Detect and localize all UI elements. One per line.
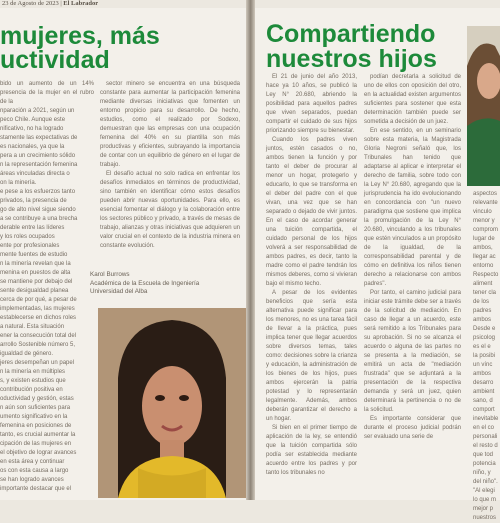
text-line: cipación de las mujeres en bbox=[0, 441, 72, 447]
text-line: os con esta causa a largo bbox=[0, 468, 69, 474]
text-line: tener cla bbox=[473, 290, 497, 296]
text-line: personali bbox=[473, 434, 498, 440]
text-line: vinculo bbox=[473, 209, 492, 215]
text-line: n la minería en múltiples bbox=[0, 369, 66, 375]
paragraph: Cuando los padres viven juntos, estén casados o no, ambos tienen la función y por tanto el deber de procurar al menor un hogar, protegerlo y educarlo, lo que se transforma en el deber del padre con el que vivan, una vez que se han separado o dejado de vivir juntos. En el caso de acordar generar una tuición compartida, el cuidado personal de los hijos volverá a ser responsabilidad de ambos padres, es decir, tanto la madre como el padre tendrán los mismos deberes, como si vivieran bajo el mismo techo. bbox=[266, 137, 357, 287]
text-line: umento significativo en la bbox=[0, 414, 68, 420]
text-line: ambos bbox=[473, 317, 492, 323]
text-line: de los bbox=[473, 299, 490, 305]
left-headline bbox=[0, 24, 160, 72]
text-line: desarro bbox=[473, 380, 494, 386]
text-line: jeres desempeñan un papel bbox=[0, 360, 75, 366]
text-line: femenina en posiciones de bbox=[0, 423, 72, 429]
text-line: entorno bbox=[473, 263, 494, 269]
text-line: implementadas, las mujeres bbox=[0, 306, 75, 312]
text-line: establecerse en dichos roles bbox=[0, 315, 77, 321]
left-article-column-2 bbox=[100, 80, 240, 270]
text-line: el resto d bbox=[473, 443, 498, 449]
masthead-separator: | bbox=[60, 0, 62, 7]
text-line: e pese a los esfuerzos tanto bbox=[0, 189, 76, 195]
columnist-photo bbox=[467, 26, 500, 186]
paragraph: Por tanto, el camino judicial para iniciar este trámite debe ser a través de la solicitud de mediación. En caso de llegar a un acuerdo, este será remitido a los Tribunales para su aprobación. Si no se alcanza el acuerdo o alguna de las partes no se presenta a la mediación, se emitirá un acta de "mediación frustrada" que se adjuntará a la presentación de la respectiva demanda y será un juez, quien determinará la pertinencia o no de la solicitud. bbox=[364, 290, 461, 413]
text-line: psicolog bbox=[473, 335, 496, 341]
text-line: oductividad y gestión, estas bbox=[0, 396, 74, 402]
text-line: nparación a 2021, según un bbox=[0, 108, 75, 114]
right-headline bbox=[266, 22, 437, 72]
text-line: llegar ac bbox=[473, 254, 496, 260]
text-line: lugar de bbox=[473, 236, 495, 242]
text-line: ambos bbox=[473, 371, 492, 377]
text-line: padres bbox=[473, 308, 492, 314]
text-line: es nacionales, ya que la bbox=[0, 144, 65, 150]
text-line: aliment bbox=[473, 281, 493, 287]
text-line: lo que m bbox=[473, 497, 497, 503]
author-role: Académica de la Escuela de Ingeniería bbox=[90, 279, 200, 287]
paragraph: En ese sentido, en un seminario sobre esta materia, la Magistrada Gloria Negroni señaló que, los Tribunales han tenido que adaptarse al aplicar e interpretar el derecho de familia, sobre todo con la Ley N° 20.680, agregando que la jurisprudencia ha ido evolucionando en concordancia con "un nuevo paradigma que sostiene que implica la promulgación de la Ley N° 20.680, vinculando a los tribunales que estén vinculados a un propósito de la igualdad, de la corresponsabilidad parental y de cómo en definitiva los niños tienen derecho a relacionarse con ambos padres". bbox=[364, 128, 461, 287]
text-line: sente desigualdad planea bbox=[0, 288, 69, 294]
text-line: arrollo Sostenible número 5, bbox=[0, 342, 76, 348]
text-line: se han logrado avances bbox=[0, 477, 64, 483]
text-line: on la minería. bbox=[0, 180, 37, 186]
paragraph: A pesar de los evidentes beneficios que sería esta alternativa puede significar para los menores, no es una tarea fácil de llevar a la práctica, pues implica tener que llegar acuerdos sobre diversos temas, tales como: decisiones sobre la crianza y educación, la administración de los bienes de los hijos, pues ambos ejercerán la patria potestad y lo representarán legalmente. Además, ambos deberán garantizar el derecho a un hogar. bbox=[266, 290, 357, 422]
text-line: n aún son suficientes para bbox=[0, 405, 71, 411]
text-line: Respecto bbox=[473, 272, 499, 278]
text-line: áreas vinculadas directa o bbox=[0, 171, 70, 177]
left-article-column-1 bbox=[0, 80, 94, 500]
paragraph: El 21 de junio del año 2013, hace ya 10 años, se publicó la Ley N° 20.680, abriendo la posibilidad para aquellos padres que viven separados, puedan compartir el cuidado de sus hijos priorizando siempre su bienestar. bbox=[266, 74, 357, 134]
author-photo bbox=[98, 308, 246, 498]
text-line: igualdad de género. bbox=[0, 351, 54, 357]
left-headline-line-2: uctividad bbox=[0, 46, 110, 74]
text-line: niño, y bbox=[473, 470, 491, 476]
text-line: peco Chile. Aunque este bbox=[0, 117, 66, 123]
right-article-column-3 bbox=[473, 190, 500, 521]
text-line: en esta área y continuar bbox=[0, 459, 65, 465]
text-line: stamente las expectativas de bbox=[0, 135, 78, 141]
text-line: comprom bbox=[473, 227, 499, 233]
text-line: el objetivo de lograr avances bbox=[0, 450, 77, 456]
text-line: bido un aumento de un 14% presencia de la mujer en el rubro de la bbox=[0, 81, 94, 105]
text-line: y los roles ocupados bbox=[0, 234, 55, 240]
right-article-column-1 bbox=[266, 73, 357, 500]
text-line: nificativo, no ha logrado bbox=[0, 126, 64, 132]
text-line: ente por profesionales bbox=[0, 243, 60, 249]
text-line: tanto, es crucial aumentar la bbox=[0, 432, 76, 438]
page-gutter bbox=[246, 0, 255, 500]
paragraph: podían decretarla a solicitud de uno de ellos con oposición del otro, en la actualidad existen argumentos suficientes para sostener que esta determinación también puede ser sometida a decisión de un juez. bbox=[364, 74, 461, 125]
text-line: en el co bbox=[473, 425, 495, 431]
author-affiliation: Universidad del Alba bbox=[90, 288, 148, 295]
text-line: menor y bbox=[473, 218, 495, 224]
paragraph: Es importante considerar que durante el proceso judicial podrán ser evaluado una serie de bbox=[364, 416, 461, 440]
text-line: sano, d bbox=[473, 398, 493, 404]
author-name: Karol Burrows bbox=[90, 271, 130, 278]
right-page bbox=[255, 8, 500, 521]
right-headline-line-2: nuestros hijos bbox=[266, 45, 437, 73]
text-line: ambos, bbox=[473, 245, 493, 251]
text-line: cerca de por qué, a pesar de bbox=[0, 297, 77, 303]
text-line: n la representación femenina bbox=[0, 162, 78, 168]
masthead-date: 23 de Agosto de 2023 bbox=[2, 0, 59, 7]
text-line: aspectos bbox=[473, 191, 498, 197]
text-line: comport bbox=[473, 407, 495, 413]
text-line: es el e bbox=[473, 344, 491, 350]
text-line: Desde e bbox=[473, 326, 496, 332]
text-line: "Al elegi bbox=[473, 488, 495, 494]
text-line: s, y existen estudios que bbox=[0, 378, 66, 384]
text-line: del niño". bbox=[473, 479, 498, 485]
text-line: potencia bbox=[473, 461, 496, 467]
left-headline-line-1: mujeres, más bbox=[0, 22, 160, 50]
text-line: a se contribuye a una brecha bbox=[0, 216, 78, 222]
text-line: contribución positiva en bbox=[0, 387, 63, 393]
text-line: menina en puestos de alta bbox=[0, 270, 71, 276]
right-article-column-2 bbox=[364, 73, 461, 500]
text-line: la posibi bbox=[473, 353, 496, 359]
text-line: go de alto nivel sigue siendo bbox=[0, 207, 76, 213]
text-line: mejor p bbox=[473, 506, 494, 512]
text-line: privados, la presencia de bbox=[0, 198, 67, 204]
paragraph: El desafío actual no solo radica en enfrentar los desafíos inmediatos en términos de productividad, sino también en identificar cómo estos desafíos pueden abrir nuevas oportunidades. Para ello, es esencial fomentar el diálogo y la colaboración entre los sectores público y privado, a través de mesas de trabajo, alianzas y otras iniciativas que adquieren un valor crucial en el contexto de la industria minera en constante evolución. bbox=[100, 171, 240, 249]
text-line: pera a un crecimiento sólido bbox=[0, 153, 76, 159]
text-line: se mantiene por debajo del bbox=[0, 279, 73, 285]
text-line: n la minería revelan que la bbox=[0, 261, 71, 267]
text-line: relevante bbox=[473, 200, 498, 206]
text-line: importante destacar que el bbox=[0, 486, 72, 492]
text-line: nuestros bbox=[473, 515, 497, 521]
text-line: mente fuentes de estudio bbox=[0, 252, 68, 258]
text-line: derable entre las líderes bbox=[0, 225, 65, 231]
paragraph: sector minero se encuentra en una búsqueda constante para aumentar la participación femenina mediante diversas iniciativas que fomenten un entorno propicio para su desarrollo. De hecho, estudios, como el realizado por Sodexo, demuestran que las empresas con una ocupación femenina del 40% en su plantilla son más productivas y eficientes, subrayando la importancia de contar con un equilibrio de género en el lugar de trabajo. bbox=[100, 81, 240, 168]
paragraph: Si bien en el primer tiempo de aplicación de la ley, se entendió que la tuición compartida sólo podía ser establecida mediante acuerdo entre los padres y por tanto los tribunales no bbox=[266, 425, 357, 476]
left-page bbox=[0, 8, 246, 500]
text-line: a natural. Esta situación bbox=[0, 324, 65, 330]
author-credit bbox=[90, 271, 240, 297]
text-line: ener la consecución total del bbox=[0, 333, 77, 339]
text-line: ambient bbox=[473, 389, 495, 395]
right-headline-line-1: Compartiendo bbox=[266, 20, 436, 48]
masthead-paper-name: El Labrador bbox=[63, 0, 99, 7]
text-line: un vínc bbox=[473, 362, 493, 368]
text-line: inevitable bbox=[473, 416, 499, 422]
text-line: que tod bbox=[473, 452, 494, 458]
